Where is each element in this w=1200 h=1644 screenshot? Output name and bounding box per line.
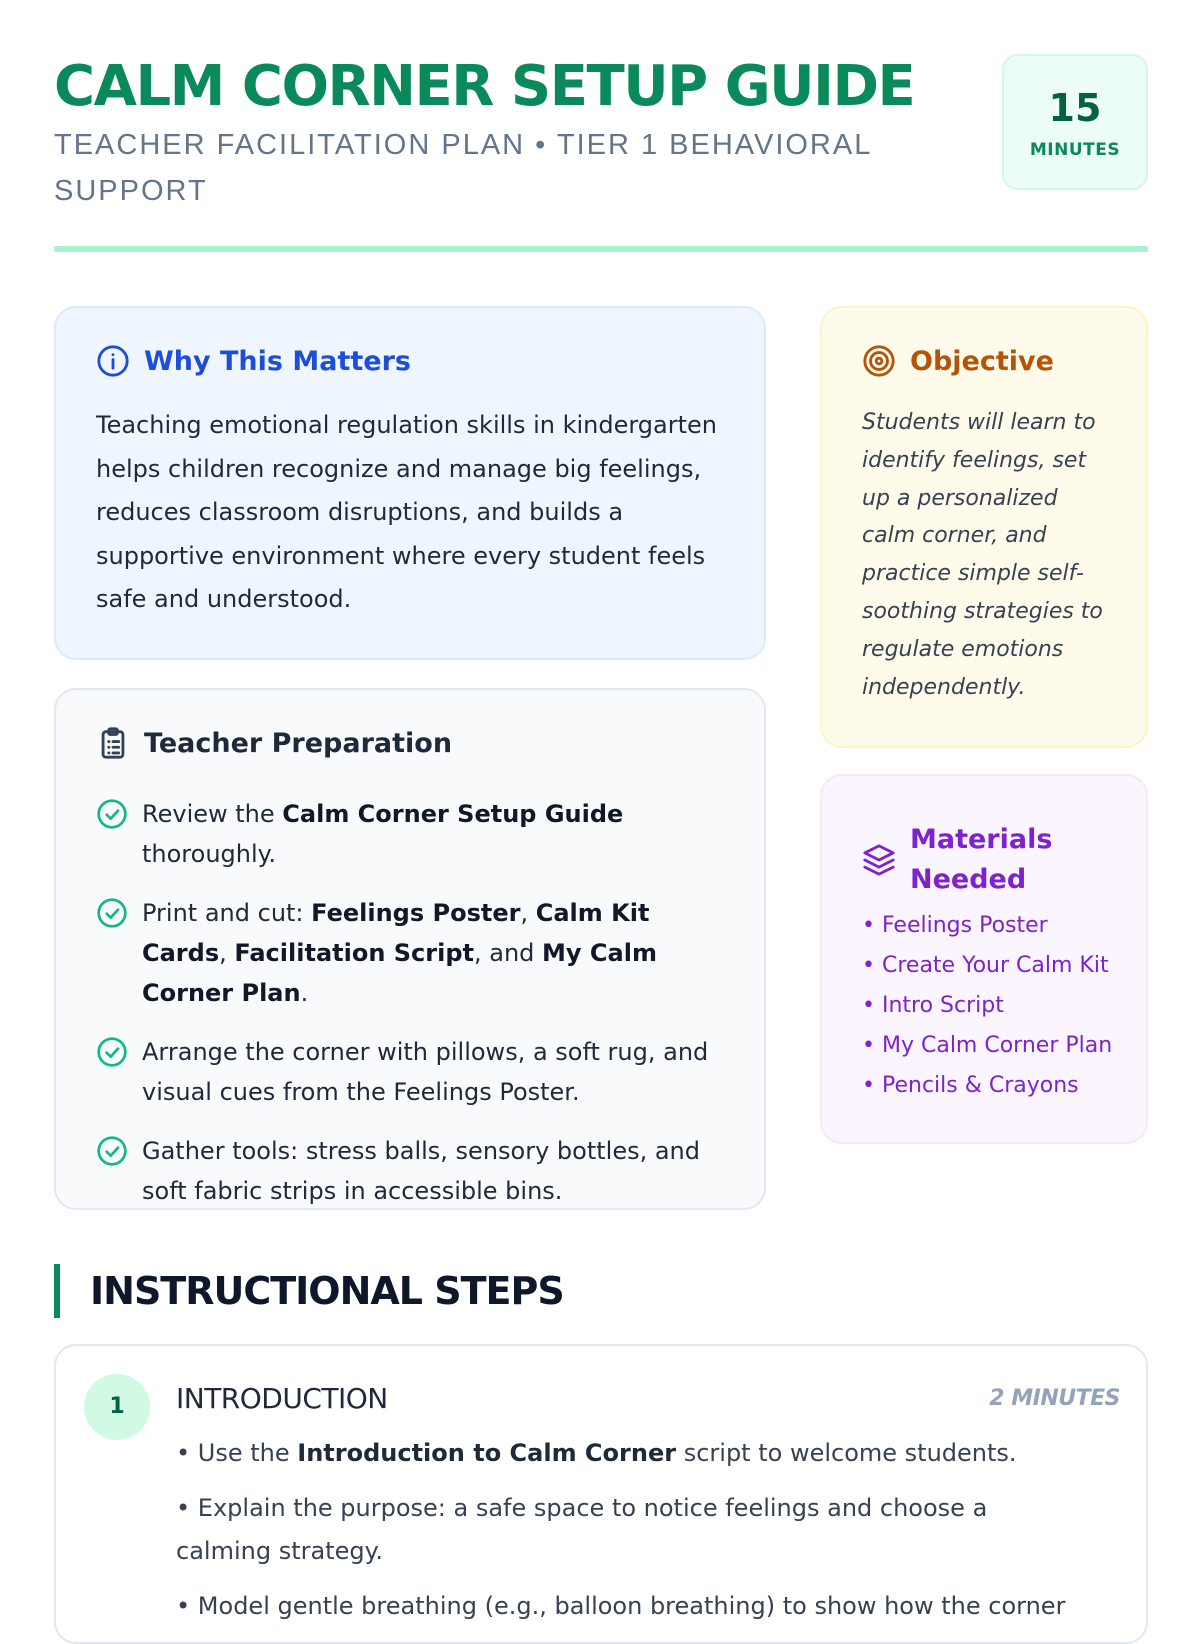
- text-run: Gather tools: stress balls, sensory bottles, and soft fabric strips in accessible bins.: [142, 1137, 700, 1205]
- step-duration: 2 MINUTES: [989, 1386, 1120, 1411]
- bullet-glyph: •: [176, 1439, 198, 1467]
- page-header: [54, 52, 934, 214]
- prep-item-text: [142, 1032, 736, 1112]
- prep-checklist-item: [96, 893, 736, 1013]
- step-bullet-text: [198, 1439, 1017, 1467]
- materials-item-text: Feelings Poster: [881, 913, 1048, 938]
- step-number-badge: 1: [84, 1374, 150, 1440]
- step-bullet: [176, 1487, 1076, 1573]
- text-run: , and: [474, 939, 543, 967]
- teacher-preparation-card: [54, 688, 766, 1210]
- duration-badge: [1002, 54, 1148, 190]
- materials-list-item: [862, 946, 1112, 986]
- materials-list-item: [862, 906, 1112, 946]
- materials-item-text: Create Your Calm Kit: [881, 953, 1109, 978]
- instructional-steps-title: INSTRUCTIONAL STEPS: [54, 1264, 564, 1318]
- bullet-glyph: •: [862, 1073, 882, 1098]
- step-card: [54, 1344, 1148, 1644]
- materials-heading: [862, 820, 1110, 900]
- step-bullet-text: [198, 1592, 1066, 1620]
- text-run: Review the: [142, 800, 283, 828]
- step-bullet: [176, 1432, 1076, 1475]
- bullet-glyph: •: [176, 1494, 198, 1522]
- check-circle-icon: [96, 1135, 128, 1167]
- header-divider: [54, 246, 1148, 252]
- materials-list-item: [862, 986, 1112, 1026]
- materials-item-text: Pencils & Crayons: [881, 1073, 1079, 1098]
- bullet-glyph: •: [862, 953, 882, 978]
- bold-text: Facilitation Script: [234, 939, 474, 967]
- check-circle-icon: [96, 897, 128, 929]
- why-heading: [96, 344, 411, 378]
- clipboard-icon: [96, 726, 130, 760]
- step-bullets: [176, 1432, 1076, 1640]
- duration-value: 15: [1048, 86, 1102, 130]
- page-subtitle: TEACHER FACILITATION PLAN • TIER 1 BEHAVIORAL SUPPORT: [54, 129, 872, 207]
- prep-checklist-item: [96, 1032, 736, 1112]
- prep-heading: [96, 726, 452, 760]
- text-run: thoroughly.: [142, 840, 277, 868]
- materials-list-item: [862, 1066, 1112, 1106]
- duration-unit: MINUTES: [1029, 140, 1121, 160]
- text-run: Explain the purpose: a safe space to notice feelings and choose a calming strategy.: [176, 1494, 988, 1565]
- materials-list: [862, 906, 1112, 1106]
- objective-body-text: Students will learn to identify feelings, set up a personalized calm corner, and practice simple self-soothing strategies to regulate emotions independently.: [862, 410, 1103, 700]
- prep-checklist-item: [96, 794, 736, 874]
- why-this-matters-card: [54, 306, 766, 660]
- bold-text: Feelings Poster: [311, 899, 521, 927]
- page-title: CALM CORNER SETUP GUIDE: [54, 54, 915, 119]
- step-bullet-text: [176, 1494, 987, 1565]
- materials-list-item: [862, 1026, 1112, 1066]
- prep-heading-text: Teacher Preparation: [144, 727, 453, 759]
- why-body-text: Teaching emotional regulation skills in kindergarten helps children recognize and manage big feelings, reduces classroom disruptions, and builds a supportive environment where every student feels safe and understood.: [96, 411, 717, 613]
- materials-item-text: Intro Script: [881, 993, 1004, 1018]
- bold-text: Introduction to Calm Corner: [297, 1439, 677, 1467]
- text-run: Arrange the corner with pillows, a soft rug, and visual cues from the Feelings Poster.: [142, 1038, 709, 1106]
- text-run: ,: [219, 939, 235, 967]
- bold-text: Calm Corner Setup Guide: [282, 800, 624, 828]
- materials-item-text: My Calm Corner Plan: [881, 1033, 1113, 1058]
- objective-heading-text: Objective: [910, 345, 1054, 377]
- bullet-glyph: •: [176, 1592, 198, 1620]
- bullet-glyph: •: [862, 993, 882, 1018]
- materials-card: [820, 774, 1148, 1144]
- objective-card: [820, 306, 1148, 748]
- text-run: ,: [520, 899, 536, 927]
- bullet-glyph: •: [862, 913, 882, 938]
- why-heading-text: Why This Matters: [144, 345, 411, 377]
- info-icon: [96, 344, 130, 378]
- objective-heading: [862, 344, 1054, 378]
- bold-text: Calm Kit Cards: [142, 899, 650, 967]
- step-bullet: [176, 1585, 1076, 1628]
- text-run: Print and cut:: [142, 899, 312, 927]
- target-icon: [862, 344, 896, 378]
- check-circle-icon: [96, 798, 128, 830]
- step-title: INTRODUCTION: [176, 1382, 388, 1415]
- layers-icon: [862, 843, 896, 877]
- text-run: Use the: [197, 1439, 298, 1467]
- text-run: .: [300, 979, 309, 1007]
- materials-heading-text: Materials Needed: [910, 824, 1053, 895]
- prep-item-text: [142, 1131, 736, 1211]
- prep-item-text: [142, 794, 736, 874]
- prep-item-text: [142, 893, 736, 1013]
- bold-text: My Calm Corner Plan: [142, 939, 657, 1007]
- check-circle-icon: [96, 1036, 128, 1068]
- text-run: script to welcome students.: [676, 1439, 1017, 1467]
- bullet-glyph: •: [862, 1033, 882, 1058]
- prep-checklist-item: [96, 1131, 736, 1211]
- text-run: Model gentle breathing (e.g., balloon breathing) to show how the corner: [197, 1592, 1066, 1620]
- prep-checklist: [96, 794, 736, 1230]
